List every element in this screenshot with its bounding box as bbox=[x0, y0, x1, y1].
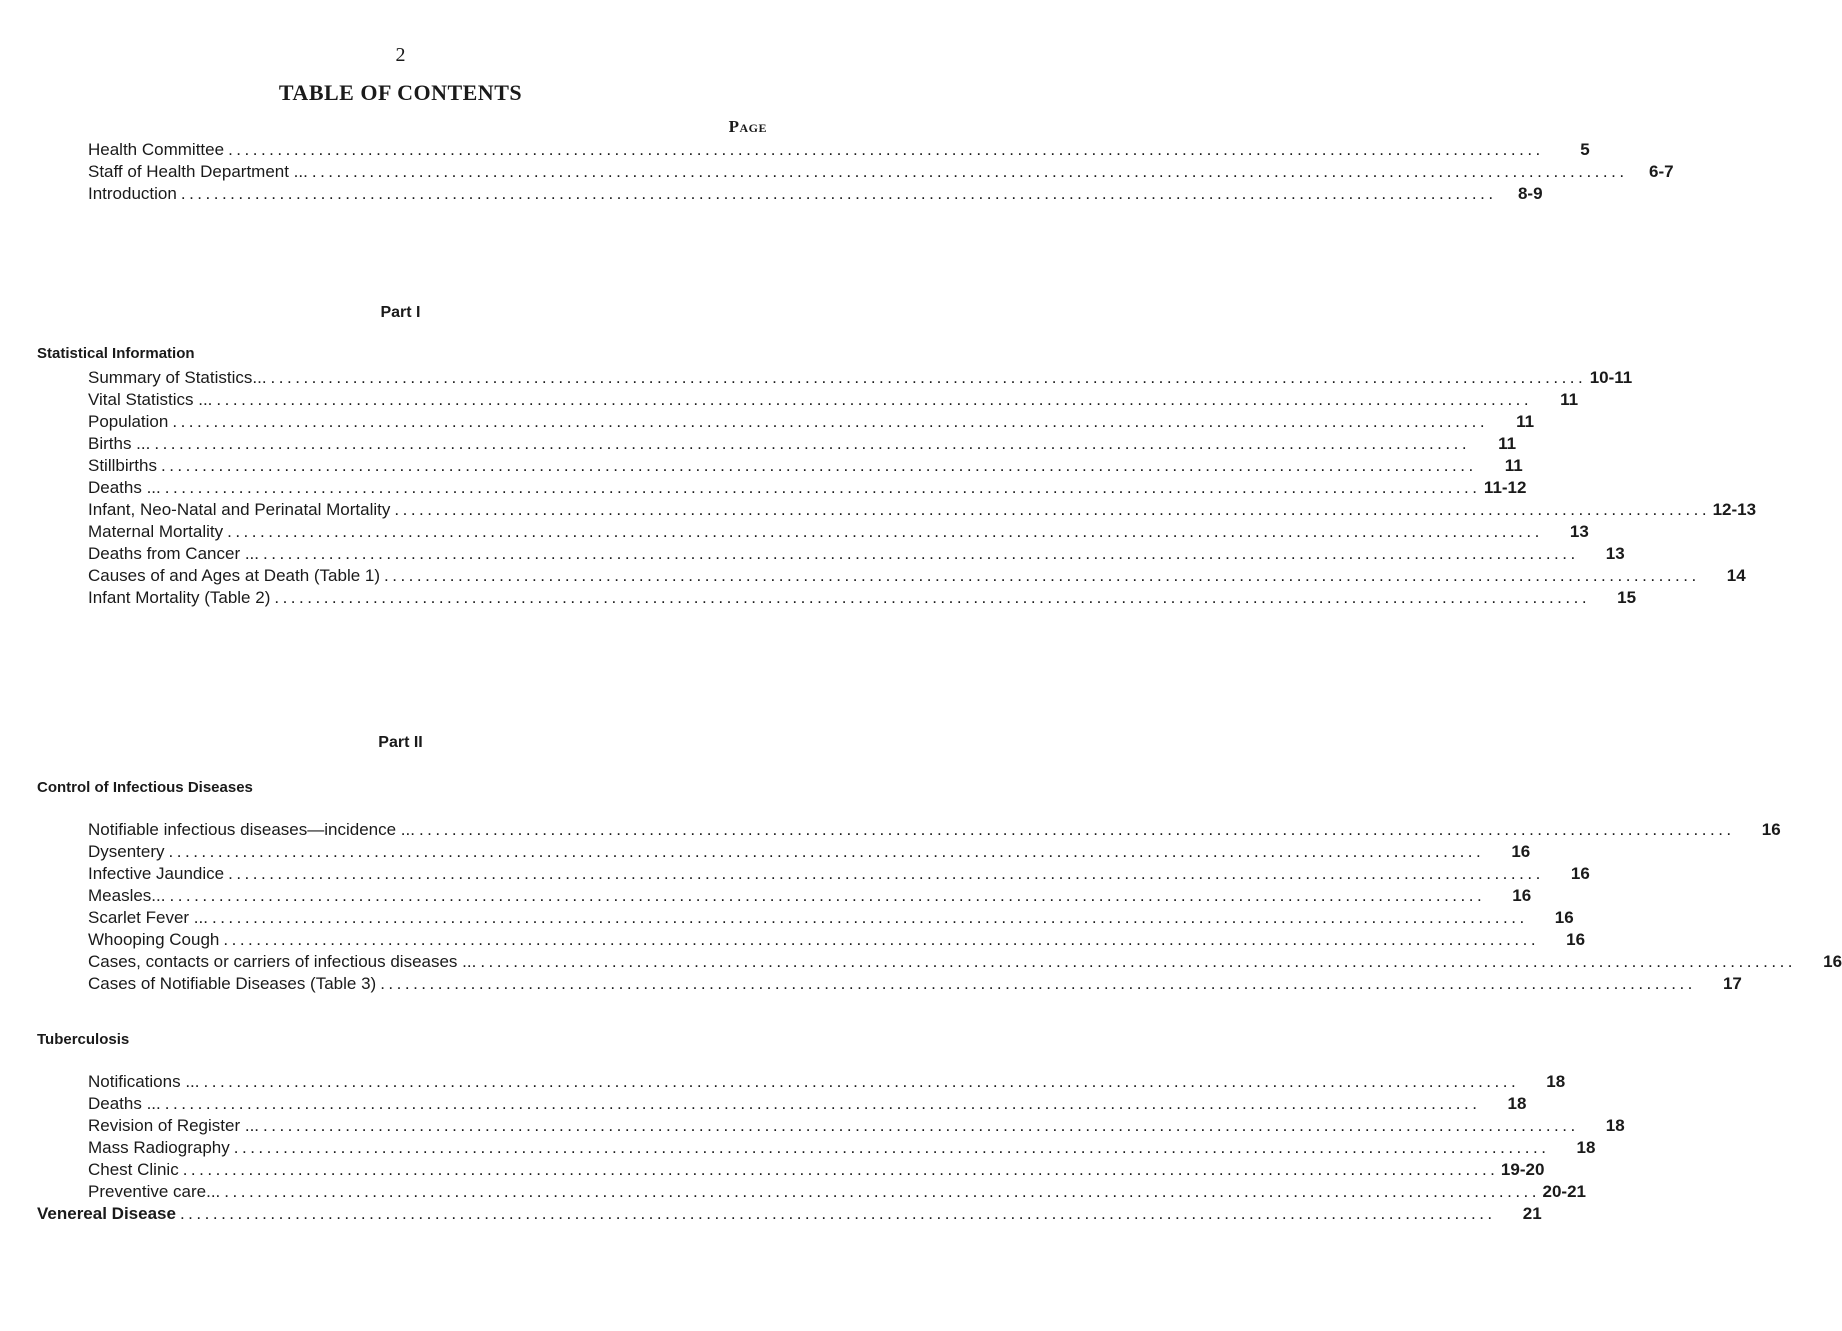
toc-entry-page: 13 bbox=[1569, 522, 1589, 541]
toc-part-2-list bbox=[88, 820, 1842, 996]
leader-dots: ................................................................................................................................................................ bbox=[418, 820, 1735, 839]
toc-entry-page: 16 bbox=[1823, 952, 1842, 971]
toc-entry-label: Health Committee bbox=[88, 140, 225, 159]
section-title-tuberculosis: Tuberculosis bbox=[37, 1031, 130, 1048]
toc-entry bbox=[88, 886, 1532, 908]
toc-entry-label: Mass Radiography bbox=[88, 1138, 230, 1157]
part-2-title: Part II bbox=[378, 734, 423, 751]
toc-entry-label: Dysentery bbox=[88, 842, 165, 861]
toc-entry-label: Notifications ... bbox=[88, 1072, 200, 1091]
toc-entry-page: 5 bbox=[1580, 140, 1590, 159]
leader-dots: ................................................................................................................................................................ bbox=[311, 162, 1628, 181]
toc-venereal-list bbox=[37, 1204, 1542, 1226]
toc-entry bbox=[88, 478, 1527, 500]
toc-entry-label: Maternal Mortality bbox=[88, 522, 224, 541]
toc-entry-label: Chest Clinic bbox=[88, 1160, 179, 1179]
leader-dots: ................................................................................................................................................................ bbox=[211, 908, 1528, 927]
toc-entry-label: Cases, contacts or carriers of infectious diseases ... bbox=[88, 952, 477, 971]
toc-entry-label: Revision of Register ... bbox=[88, 1116, 260, 1135]
toc-part-1-list bbox=[88, 368, 1757, 610]
leader-dots: ................................................................................................................................................................ bbox=[164, 478, 1481, 497]
toc-entry bbox=[88, 500, 1757, 522]
toc-entry-label: Introduction bbox=[88, 184, 177, 203]
toc-entry bbox=[88, 434, 1517, 456]
leader-dots: ................................................................................................................................................................ bbox=[168, 842, 1485, 861]
leader-dots: ................................................................................................................................................................ bbox=[263, 1116, 1579, 1135]
toc-entry-page: 16 bbox=[1761, 820, 1781, 839]
toc-entry bbox=[88, 1182, 1586, 1204]
leader-dots: ................................................................................................................................................................ bbox=[394, 500, 1711, 519]
toc-entry-page: 19-20 bbox=[1500, 1160, 1545, 1179]
toc-entry-label: Whooping Cough bbox=[88, 930, 220, 949]
toc-entry-label: Deaths from Cancer ... bbox=[88, 544, 260, 563]
toc-entry-venereal-disease bbox=[37, 1204, 1542, 1226]
toc-entry-page: 10-11 bbox=[1589, 368, 1633, 387]
toc-entry-staff bbox=[88, 162, 1674, 184]
leader-dots: ................................................................................................................................................................ bbox=[224, 1182, 1540, 1201]
toc-entry-label: Causes of and Ages at Death (Table 1) bbox=[88, 566, 381, 585]
leader-dots: ................................................................................................................................................................ bbox=[180, 184, 1497, 203]
leader-dots: ................................................................................................................................................................ bbox=[233, 1138, 1550, 1157]
page-column-heading: Page bbox=[728, 117, 767, 136]
leader-dots: ................................................................................................................................................................ bbox=[480, 952, 1797, 971]
toc-entry bbox=[88, 864, 1590, 886]
leader-dots: ................................................................................................................................................................ bbox=[228, 140, 1544, 159]
leader-dots: ................................................................................................................................................................ bbox=[154, 434, 1471, 453]
toc-tuberculosis-list bbox=[88, 1072, 1625, 1204]
toc-entry-page: 21 bbox=[1522, 1204, 1542, 1223]
leader-dots: ................................................................................................................................................................ bbox=[216, 390, 1533, 409]
toc-entry bbox=[88, 1094, 1527, 1116]
leader-dots: ................................................................................................................................................................ bbox=[182, 1160, 1499, 1179]
toc-entry bbox=[88, 412, 1535, 434]
toc-entry-label: Deaths ... bbox=[88, 478, 161, 497]
toc-entry bbox=[88, 1116, 1625, 1138]
leader-dots: ................................................................................................................................................................ bbox=[384, 566, 1700, 585]
toc-entry-page: 18 bbox=[1576, 1138, 1596, 1157]
section-title-control-of-infectious-diseases: Control of Infectious Diseases bbox=[37, 779, 253, 796]
toc-entry-page: 11 bbox=[1498, 434, 1517, 453]
toc-entry-page: 18 bbox=[1507, 1094, 1527, 1113]
leader-dots: ................................................................................................................................................................ bbox=[203, 1072, 1520, 1091]
toc-entry-label: Measles... bbox=[88, 886, 166, 905]
toc-entry-page: 11 bbox=[1516, 412, 1535, 431]
toc-entry bbox=[88, 390, 1579, 412]
toc-entry-label: Summary of Statistics... bbox=[88, 368, 267, 387]
toc-entry bbox=[88, 588, 1637, 610]
toc-entry bbox=[88, 1160, 1545, 1182]
section-title-statistical-information: Statistical Information bbox=[37, 345, 195, 362]
toc-entry bbox=[88, 1072, 1566, 1094]
toc-entry-page: 8-9 bbox=[1517, 184, 1543, 203]
toc-entry-page: 20-21 bbox=[1542, 1182, 1586, 1201]
toc-entry bbox=[88, 1138, 1596, 1160]
toc-entry-label: Infective Jaundice bbox=[88, 864, 225, 883]
toc-entry-introduction bbox=[88, 184, 1543, 206]
toc-entry-label: Stillbirths bbox=[88, 456, 157, 475]
leader-dots: ................................................................................................................................................................ bbox=[223, 930, 1540, 949]
toc-entry-label: Cases of Notifiable Diseases (Table 3) bbox=[88, 974, 377, 993]
toc-entry-page: 13 bbox=[1605, 544, 1625, 563]
toc-entry-page: 14 bbox=[1726, 566, 1746, 585]
leader-dots: ................................................................................................................................................................ bbox=[169, 886, 1486, 905]
toc-entry-label: Venereal Disease bbox=[37, 1204, 176, 1223]
toc-entry-label: Vital Statistics ... bbox=[88, 390, 213, 409]
toc-entry bbox=[88, 842, 1531, 864]
leader-dots: ................................................................................................................................................................ bbox=[227, 522, 1543, 541]
toc-entry-page: 17 bbox=[1722, 974, 1742, 993]
toc-entry bbox=[88, 974, 1742, 996]
toc-entry-page: 16 bbox=[1566, 930, 1586, 949]
toc-entry-label: Infant, Neo-Natal and Perinatal Mortality bbox=[88, 500, 391, 519]
leader-dots: ................................................................................................................................................................ bbox=[380, 974, 1696, 993]
leader-dots: ................................................................................................................................................................ bbox=[263, 544, 1579, 563]
toc-entry-page: 12-13 bbox=[1712, 500, 1757, 519]
toc-entry-label: Staff of Health Department ... bbox=[88, 162, 308, 181]
page-number: 2 bbox=[395, 44, 406, 66]
toc-entry-page: 11 bbox=[1560, 390, 1579, 409]
toc-entry-label: Notifiable infectious diseases—incidence ... bbox=[88, 820, 415, 839]
toc-entry bbox=[88, 544, 1625, 566]
toc-entry bbox=[88, 456, 1523, 478]
toc-entry-page: 16 bbox=[1570, 864, 1590, 883]
toc-entry bbox=[88, 908, 1574, 930]
part-1-title: Part I bbox=[380, 304, 421, 321]
toc-entry-page: 6-7 bbox=[1648, 162, 1674, 181]
toc-entry-page: 18 bbox=[1605, 1116, 1625, 1135]
toc-entry-label: Deaths ... bbox=[88, 1094, 161, 1113]
toc-entry-page: 11-12 bbox=[1483, 478, 1527, 497]
toc-entry-page: 18 bbox=[1546, 1072, 1566, 1091]
toc-entry-page: 16 bbox=[1511, 842, 1531, 861]
toc-entry-health-committee bbox=[88, 140, 1590, 162]
toc-entry-page: 11 bbox=[1504, 456, 1523, 475]
toc-entry-label: Population bbox=[88, 412, 169, 431]
toc-entry-page: 16 bbox=[1554, 908, 1574, 927]
toc-entry bbox=[88, 952, 1842, 974]
toc-entry bbox=[88, 522, 1589, 544]
page-title: TABLE OF CONTENTS bbox=[278, 80, 523, 105]
toc-entry bbox=[88, 930, 1586, 952]
toc-entry-page: 16 bbox=[1512, 886, 1532, 905]
leader-dots: ................................................................................................................................................................ bbox=[164, 1094, 1481, 1113]
leader-dots: ................................................................................................................................................................ bbox=[270, 368, 1587, 387]
leader-dots: ................................................................................................................................................................ bbox=[228, 864, 1544, 883]
toc-entry-label: Preventive care... bbox=[88, 1182, 221, 1201]
leader-dots: ................................................................................................................................................................ bbox=[172, 412, 1489, 431]
toc-entry bbox=[88, 566, 1746, 588]
leader-dots: ................................................................................................................................................................ bbox=[274, 588, 1591, 607]
leader-dots: ................................................................................................................................................................ bbox=[160, 456, 1477, 475]
leader-dots: ................................................................................................................................................................ bbox=[179, 1204, 1496, 1223]
toc-entry bbox=[88, 368, 1633, 390]
toc-entry-page: 15 bbox=[1617, 588, 1637, 607]
toc-intro-list bbox=[88, 140, 1674, 206]
toc-entry-label: Births ... bbox=[88, 434, 151, 453]
toc-entry-label: Infant Mortality (Table 2) bbox=[88, 588, 271, 607]
toc-entry bbox=[88, 820, 1781, 842]
toc-entry-label: Scarlet Fever ... bbox=[88, 908, 208, 927]
